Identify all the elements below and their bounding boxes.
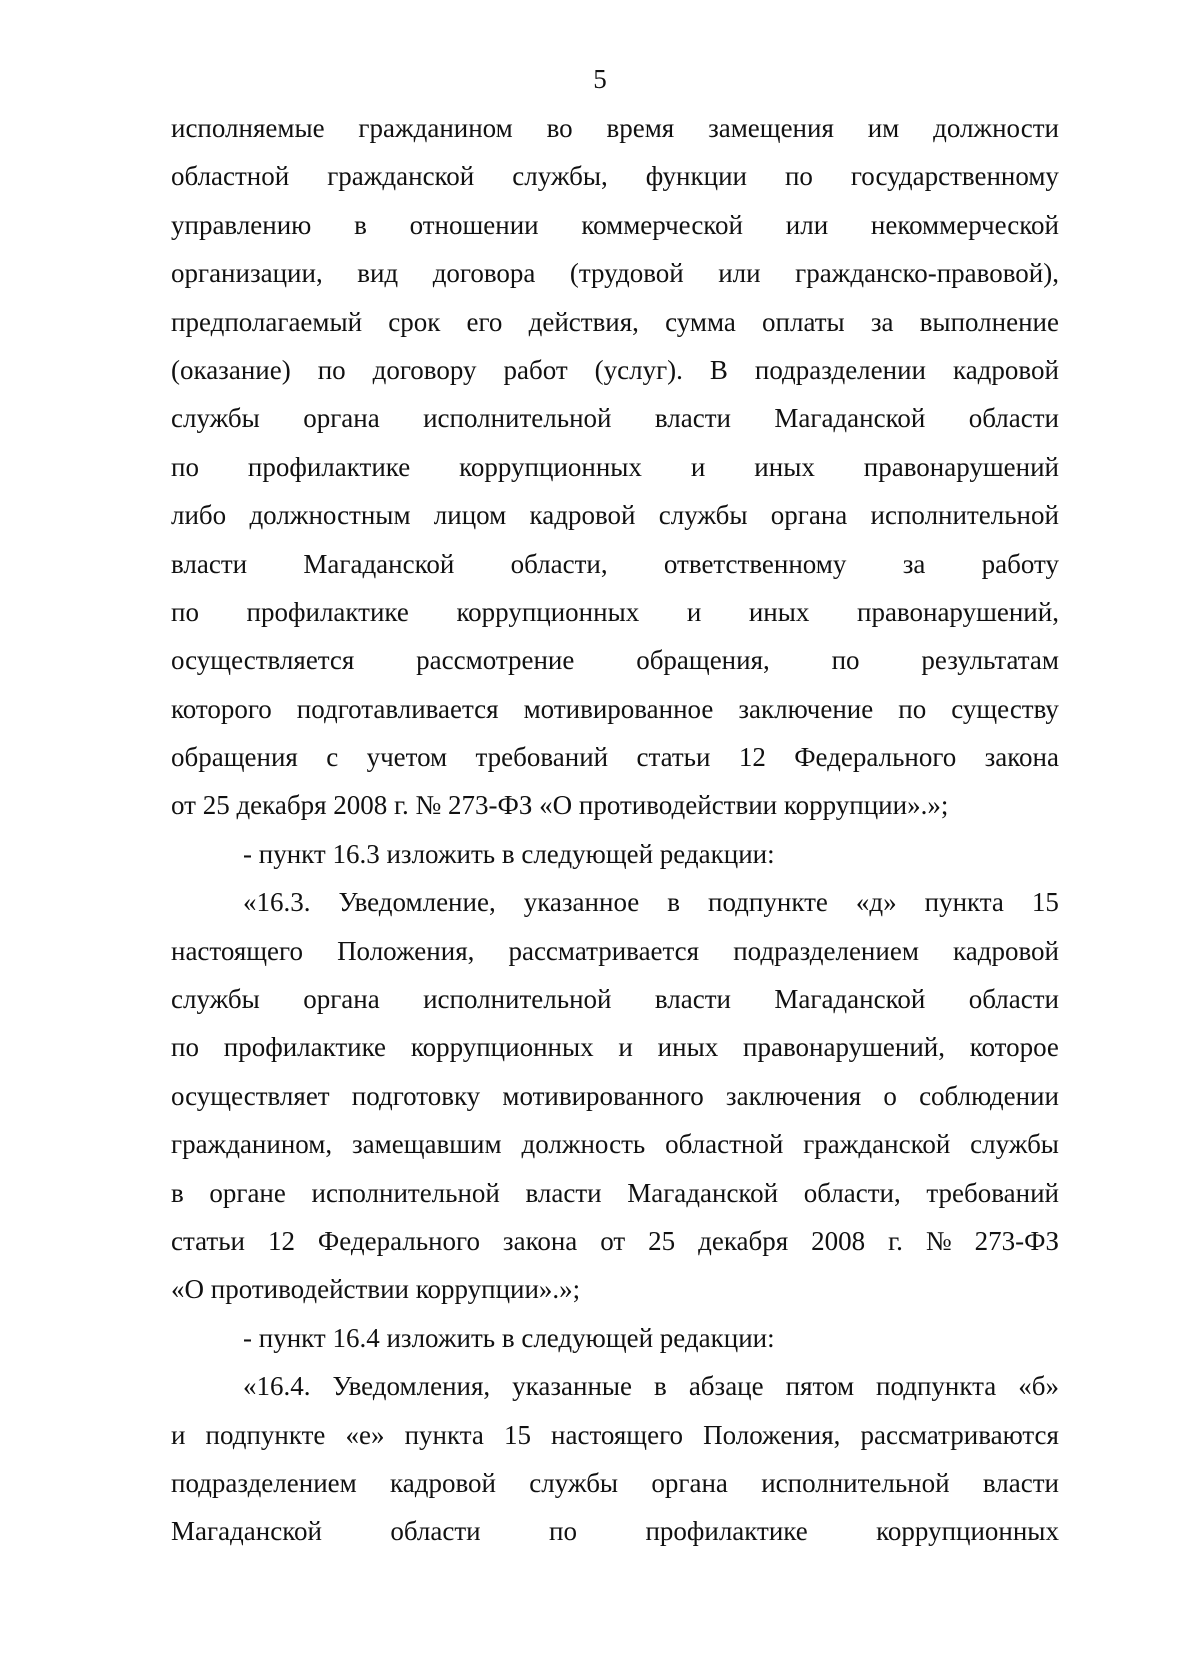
text-line: [171, 975, 1059, 1023]
word: и: [686, 596, 702, 627]
word: 15: [1031, 887, 1059, 918]
word: Положения,: [703, 1419, 841, 1450]
word: подразделении: [754, 354, 926, 385]
page-number: 5: [593, 64, 607, 94]
word: должности: [933, 113, 1059, 143]
text-line: [171, 685, 1059, 733]
word: сумма: [665, 306, 736, 337]
word: настоящего: [171, 935, 303, 966]
word: статьи: [636, 742, 711, 773]
word: областной: [171, 161, 290, 192]
text-line: [171, 540, 1059, 588]
text-line: [171, 1072, 1059, 1120]
word: предполагаемый: [171, 306, 363, 337]
word: областной: [665, 1129, 784, 1160]
word: управлению: [171, 209, 312, 240]
word: службы: [970, 1129, 1059, 1160]
word: настоящего: [551, 1419, 683, 1450]
word: №: [925, 1225, 952, 1256]
word: по: [171, 451, 199, 482]
text-line: от 25 декабря 2008 г. № 273-ФЗ «О противодействии коррупции».»;: [171, 790, 949, 821]
word: ответственному: [663, 548, 847, 579]
word: профилактике: [247, 451, 411, 482]
word: власти: [525, 1177, 602, 1208]
word: за: [902, 548, 926, 579]
word: подразделением: [171, 1467, 357, 1498]
word: и: [171, 1419, 186, 1450]
word: подразделением: [733, 935, 919, 966]
word: статьи: [171, 1225, 245, 1256]
text-line: [171, 1507, 1059, 1555]
text-line: [171, 491, 1059, 539]
word: которое: [969, 1032, 1059, 1063]
text-line: [171, 927, 1059, 975]
document-body: [171, 104, 1059, 1556]
word: исполнительной: [423, 984, 612, 1015]
word: «е»: [345, 1419, 385, 1450]
word: власти: [654, 403, 731, 434]
text-line: [171, 394, 1059, 442]
word: профилактике: [645, 1516, 808, 1547]
word: результатам: [921, 645, 1059, 676]
text-line: [171, 1120, 1059, 1168]
word: власти: [171, 548, 248, 579]
word: или: [718, 258, 761, 289]
word: 2008: [811, 1225, 866, 1256]
word: области: [968, 984, 1059, 1015]
word: мотивированного: [502, 1080, 704, 1111]
word: области: [390, 1516, 481, 1547]
word: гражданской: [327, 161, 475, 192]
word: органа: [303, 403, 380, 434]
word: коррупционных: [410, 1032, 594, 1063]
word: 25: [648, 1225, 676, 1256]
word: области: [968, 403, 1059, 434]
word: за: [870, 306, 894, 337]
word: кадровой: [390, 1467, 496, 1498]
word: коррупционных: [459, 451, 642, 482]
word: и: [618, 1032, 633, 1063]
text-line: [171, 104, 1059, 152]
text-line: - пункт 16.3 изложить в следующей редакции:: [243, 838, 775, 869]
word: г.: [888, 1225, 903, 1256]
word: исполнительной: [761, 1467, 950, 1498]
word: отношении: [409, 209, 539, 240]
word: (оказание): [171, 354, 291, 385]
word: закона: [984, 742, 1059, 773]
word: подготовку: [351, 1080, 481, 1111]
word: по: [317, 354, 346, 385]
word: некоммерческой: [870, 209, 1059, 240]
word: лицом: [433, 500, 507, 531]
word: Уведомления,: [332, 1371, 491, 1402]
word: Федерального: [794, 742, 957, 773]
word: профилактике: [246, 596, 409, 627]
word: службы: [529, 1467, 619, 1498]
word: государственному: [850, 161, 1059, 192]
word: Уведомление,: [338, 887, 496, 918]
word: гражданско-правовой),: [795, 258, 1059, 289]
word: иных: [754, 451, 815, 482]
word: должностным: [249, 500, 411, 531]
word: исполнительной: [423, 403, 612, 434]
word: мотивированное: [523, 693, 714, 724]
word: гражданином: [358, 113, 513, 143]
text-line: [171, 1362, 1059, 1410]
word: подготавливается: [296, 693, 499, 724]
word: обращения: [171, 742, 298, 773]
text-line: [171, 1217, 1059, 1265]
word: время: [606, 113, 675, 143]
word: выполнение: [919, 306, 1059, 337]
word: коррупционных: [876, 1516, 1059, 1547]
word: профилактике: [223, 1032, 387, 1063]
text-line: - пункт 16.4 изложить в следующей редакции:: [243, 1322, 775, 1353]
word: работ: [503, 354, 568, 385]
text-line: [171, 152, 1059, 200]
word: «16.3.: [243, 887, 311, 918]
word: договора: [432, 258, 536, 289]
text-line: [171, 1411, 1059, 1459]
word: или: [785, 209, 829, 240]
word: органе: [209, 1177, 286, 1208]
word: власти: [982, 1467, 1059, 1498]
word: гражданином,: [171, 1129, 333, 1160]
word: в: [171, 1177, 184, 1208]
word: органа: [303, 984, 380, 1015]
text-line: [171, 733, 1059, 781]
word: в: [654, 1371, 667, 1402]
word: по: [549, 1516, 577, 1547]
text-line: [171, 346, 1059, 394]
word: действия,: [528, 306, 639, 337]
text-line: [171, 249, 1059, 297]
word: Магаданской: [303, 548, 455, 579]
word: правонарушений,: [857, 596, 1059, 627]
text-line: [171, 201, 1059, 249]
word: осуществляет: [171, 1080, 330, 1111]
word: рассмотрение: [416, 645, 575, 676]
word: подпункте: [708, 887, 828, 918]
word: работу: [981, 548, 1059, 579]
word: в: [354, 209, 367, 240]
word: должность: [521, 1129, 646, 1160]
word: органа: [770, 500, 848, 531]
word: заключение: [738, 693, 874, 724]
word: кадровой: [529, 500, 636, 531]
word: пункта: [924, 887, 1004, 918]
word: замещения: [708, 113, 834, 143]
word: рассматривается: [508, 935, 700, 966]
word: по: [171, 596, 199, 627]
word: с: [326, 742, 339, 773]
word: рассматриваются: [860, 1419, 1059, 1450]
text-line: [171, 878, 1059, 926]
word: службы,: [512, 161, 608, 192]
word: во: [546, 113, 573, 143]
word: о: [883, 1080, 897, 1111]
word: иных: [748, 596, 810, 627]
word: исполнительной: [311, 1177, 500, 1208]
word: «16.4.: [243, 1371, 311, 1402]
word: обращения,: [636, 645, 770, 676]
word: правонарушений: [863, 451, 1059, 482]
word: осуществляется: [171, 645, 355, 676]
word: по: [171, 1032, 199, 1063]
word: В: [709, 354, 728, 385]
word: в: [667, 887, 681, 918]
word: заключения: [725, 1080, 862, 1111]
word: Федерального: [317, 1225, 480, 1256]
word: организации,: [171, 258, 323, 289]
word: Магаданской: [627, 1177, 779, 1208]
word: правонарушений,: [743, 1032, 945, 1063]
word: подпункта: [876, 1371, 997, 1402]
word: оплаты: [762, 306, 845, 337]
word: указанное: [523, 887, 640, 918]
word: пункта: [404, 1419, 484, 1450]
word: службы: [658, 500, 748, 531]
word: области,: [510, 548, 608, 579]
word: 273-ФЗ: [974, 1225, 1059, 1256]
word: 15: [503, 1419, 531, 1450]
word: пятом: [785, 1371, 855, 1402]
word: декабря: [698, 1225, 789, 1256]
word: иных: [657, 1032, 719, 1063]
word: кадровой: [952, 354, 1059, 385]
word: от: [600, 1225, 626, 1256]
word: 12: [267, 1225, 295, 1256]
word: гражданской: [803, 1129, 951, 1160]
text-line: [171, 443, 1059, 491]
word: срок: [388, 306, 441, 337]
word: (трудовой: [569, 258, 684, 289]
word: по: [898, 693, 927, 724]
word: по: [784, 161, 813, 192]
text-line: [171, 298, 1059, 346]
word: им: [867, 113, 900, 143]
word: службы: [171, 984, 260, 1015]
text-line: [171, 588, 1059, 636]
word: либо: [171, 500, 227, 531]
word: закона: [502, 1225, 578, 1256]
word: подпункте: [205, 1419, 326, 1450]
text-line: [171, 1169, 1059, 1217]
text-line: «О противодействии коррупции».»;: [171, 1274, 581, 1305]
word: кадровой: [953, 935, 1059, 966]
word: его: [466, 306, 503, 337]
word: исполнительной: [870, 500, 1059, 531]
word: органа: [651, 1467, 728, 1498]
word: договору: [372, 354, 477, 385]
text-line: [171, 1023, 1059, 1071]
word: «б»: [1018, 1371, 1059, 1402]
word: Магаданской: [171, 1516, 322, 1547]
word: требований: [475, 742, 609, 773]
word: Магаданской: [774, 403, 926, 434]
word: «д»: [855, 887, 897, 918]
word: вид: [357, 258, 399, 289]
text-line: [171, 1459, 1059, 1507]
word: учетом: [366, 742, 448, 773]
word: коррупционных: [456, 596, 640, 627]
word: по: [831, 645, 860, 676]
word: коммерческой: [581, 209, 744, 240]
word: существу: [951, 693, 1059, 724]
word: функции: [645, 161, 747, 192]
word: которого: [171, 693, 272, 724]
word: власти: [654, 984, 731, 1015]
word: исполняемые: [171, 113, 325, 143]
word: 12: [738, 742, 766, 773]
word: области,: [803, 1177, 901, 1208]
word: требований: [926, 1177, 1059, 1208]
word: замещавшим: [352, 1129, 502, 1160]
word: (услуг).: [594, 354, 683, 385]
word: соблюдении: [919, 1080, 1059, 1111]
word: указанные: [512, 1371, 633, 1402]
word: Положения,: [337, 935, 475, 966]
word: службы: [171, 403, 260, 434]
word: и: [690, 451, 706, 482]
text-line: [171, 636, 1059, 684]
word: абзаце: [688, 1371, 764, 1402]
word: Магаданской: [774, 984, 926, 1015]
